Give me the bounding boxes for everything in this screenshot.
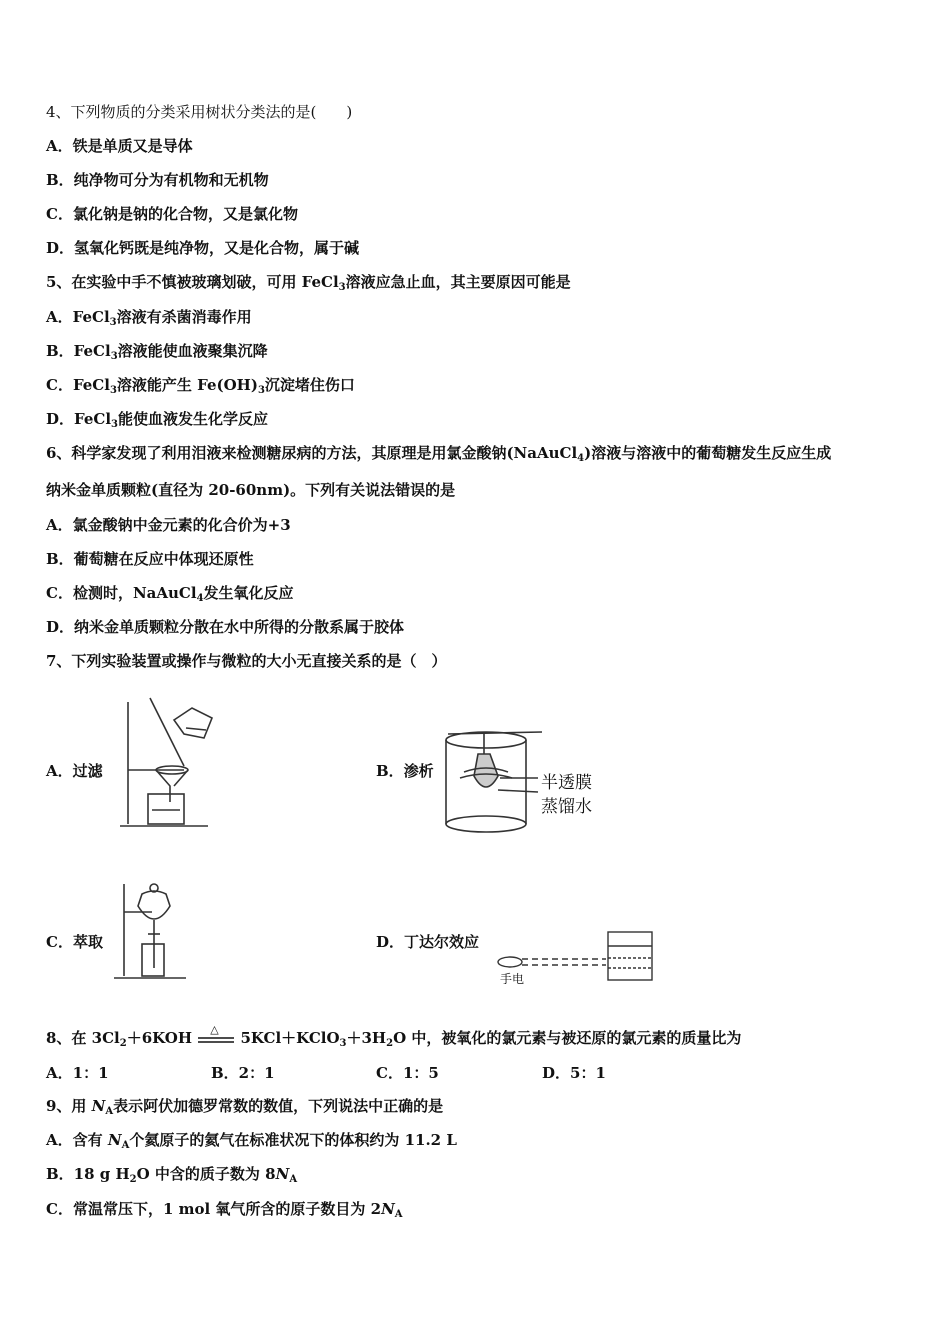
q6-option-a: A．氯金酸钠中金元素的化合价为+3 [46, 516, 291, 534]
q9-option-b: B．18 g $H_2O$ 中含的质子数为 $8N_A$ [46, 1165, 298, 1185]
q4-option-b: B．纯净物可分为有机物和无机物 [46, 171, 269, 189]
q9-stem: 9、用 $N_A$表示阿伏加德罗常数的数值，下列说法中正确的是 [46, 1097, 444, 1117]
q5-option-b: B．FeCl$_3$溶液能使血液聚集沉降 [46, 342, 268, 362]
q8-option-d: D．5：1 [542, 1064, 606, 1082]
q5-option-a: A．FeCl$_3$溶液有杀菌消毒作用 [46, 308, 252, 328]
q5-stem: 5、在实验中手不慎被玻璃划破，可用 FeCl$_3$溶液应急止血，其主要原因可能是 [46, 273, 571, 293]
extraction-apparatus-figure [108, 876, 190, 982]
q8-option-a: A．1：1 [46, 1064, 109, 1082]
q7-b-water-label: 蒸馏水 [541, 797, 592, 817]
filtration-apparatus-figure [112, 694, 222, 832]
q7-d-flashlight-label: 手电 [500, 972, 525, 986]
q6-option-d: D．纳米金单质颗粒分散在水中所得的分散系属于胶体 [46, 618, 405, 636]
q8-option-c: C．1：5 [376, 1064, 439, 1082]
q4-stem: 4、下列物质的分类采用树状分类法的是( ) [46, 103, 353, 121]
q9-option-a: A．含有 $N_A$个氦原子的氦气在标准状况下的体积约为 11.2 L [46, 1131, 457, 1151]
q6-stem-line2: 纳米金单质颗粒(直径为 20-60nm)。下列有关说法错误的是 [46, 481, 456, 499]
q7-option-b-label: B．渗析 [376, 762, 434, 780]
q7-option-d-label: D．丁达尔效应 [376, 933, 480, 951]
q7-option-a-label: A．过滤 [46, 762, 103, 780]
q7-option-c-label: C．萃取 [46, 933, 103, 951]
q7-stem: 7、下列实验装置或操作与微粒的大小无直接关系的是（ ） [46, 652, 447, 670]
heat-delta-equals-sign: △ [210, 1023, 219, 1036]
q8-stem: 8、在 $3Cl_2+6KOH$ △ $5KCl+KClO_3+3H_2O$ 中，被氧化的氯元素与被还原的氯元素的质量比为 [46, 1023, 742, 1049]
q6-stem-line1: 6、科学家发现了利用泪液来检测糖尿病的方法，其原理是用氯金酸钠(NaAuCl$_4$)溶液与溶液中的葡萄糖发生反应生成 [46, 444, 832, 464]
q4-option-c: C．氯化钠是钠的化合物，又是氯化物 [46, 205, 298, 223]
q6-option-c: C．检测时，NaAuCl$_4$发生氧化反应 [46, 584, 294, 604]
q8-option-b: B．2：1 [211, 1064, 275, 1082]
q4-option-d: D．氢氧化钙既是纯净物，又是化合物，属于碱 [46, 239, 360, 257]
q4-option-a: A．铁是单质又是导体 [46, 137, 193, 155]
q7-b-membrane-label: 半透膜 [541, 773, 592, 793]
q5-option-d: D．FeCl$_3$能使血液发生化学反应 [46, 410, 269, 430]
q5-option-c: C．FeCl$_3$溶液能产生 $Fe(OH)_3$沉淀堵住伤口 [46, 376, 355, 396]
q6-option-b: B．葡萄糖在反应中体现还原性 [46, 550, 254, 568]
q9-option-c: C．常温常压下，1 mol 氧气所含的原子数目为 $2N_A$ [46, 1200, 403, 1220]
